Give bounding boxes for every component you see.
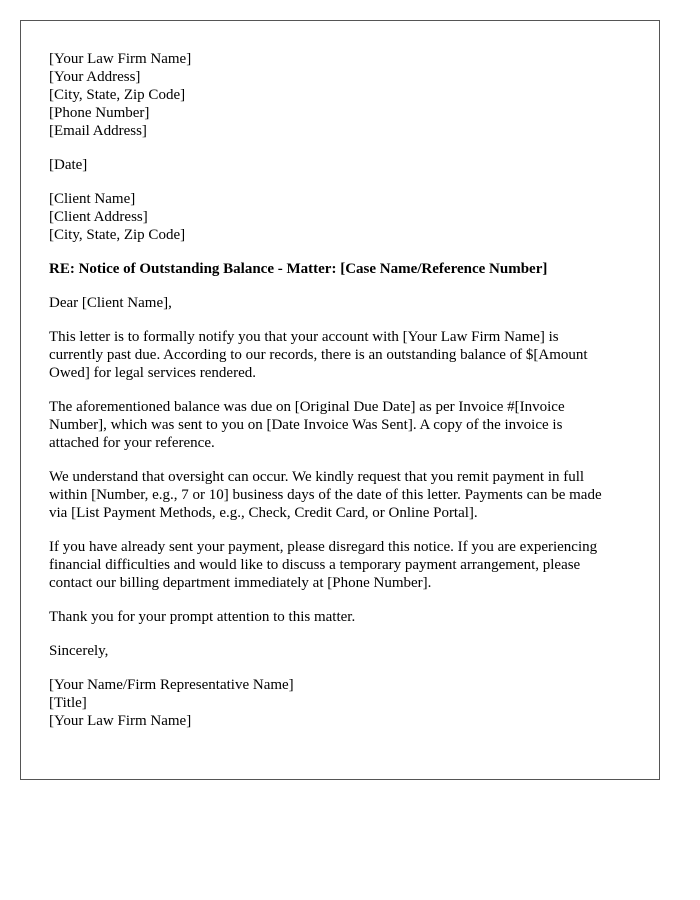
sender-firm-name: [Your Law Firm Name] bbox=[49, 51, 192, 67]
body-paragraph-disregard: If you have already sent your payment, please disregard this notice. If you are experiencing financial difficulties and would like to discuss a temporary payment arrangement, please contact our billing department immediately at [Phone Number]. bbox=[49, 539, 598, 591]
body-paragraph-notice: This letter is to formally notify you that your account with [Your Law Firm Name] is currently past due. According to our records, there is an outstanding balance of $[Amount Owed] for legal services rendered. bbox=[49, 329, 588, 381]
signature-name: [Your Name/Firm Representative Name] bbox=[49, 677, 294, 693]
letter-content bbox=[49, 50, 609, 730]
signature-block bbox=[49, 676, 609, 730]
letter-date: [Date] bbox=[49, 157, 88, 173]
body-paragraph-invoice: The aforementioned balance was due on [Original Due Date] as per Invoice #[Invoice Number], which was sent to you on [Date Invoice Was Sent]. A copy of the invoice is attached for your reference. bbox=[49, 399, 565, 451]
letter-page bbox=[20, 20, 660, 780]
subject-line: RE: Notice of Outstanding Balance - Matter: [Case Name/Reference Number] bbox=[49, 261, 548, 277]
sender-email: [Email Address] bbox=[49, 123, 147, 139]
sender-city-state-zip: [City, State, Zip Code] bbox=[49, 87, 186, 103]
sender-phone: [Phone Number] bbox=[49, 105, 150, 121]
recipient-address: [Client Address] bbox=[49, 209, 148, 225]
recipient-city-state-zip: [City, State, Zip Code] bbox=[49, 227, 186, 243]
body-paragraph-payment-request: We understand that oversight can occur. We kindly request that you remit payment in full within [Number, e.g., 7 or 10] business days of the date of this letter. Payments can be made via [List Payment Methods, e.g., Check, Credit Card, or Online Portal]. bbox=[49, 469, 602, 521]
signature-firm: [Your Law Firm Name] bbox=[49, 713, 192, 729]
sender-address: [Your Address] bbox=[49, 69, 141, 85]
salutation: Dear [Client Name], bbox=[49, 295, 172, 311]
signature-title: [Title] bbox=[49, 695, 87, 711]
body-paragraph-thanks: Thank you for your prompt attention to this matter. bbox=[49, 609, 356, 625]
recipient-name: [Client Name] bbox=[49, 191, 136, 207]
recipient-block bbox=[49, 190, 609, 244]
sender-block bbox=[49, 50, 609, 140]
closing: Sincerely, bbox=[49, 643, 109, 659]
